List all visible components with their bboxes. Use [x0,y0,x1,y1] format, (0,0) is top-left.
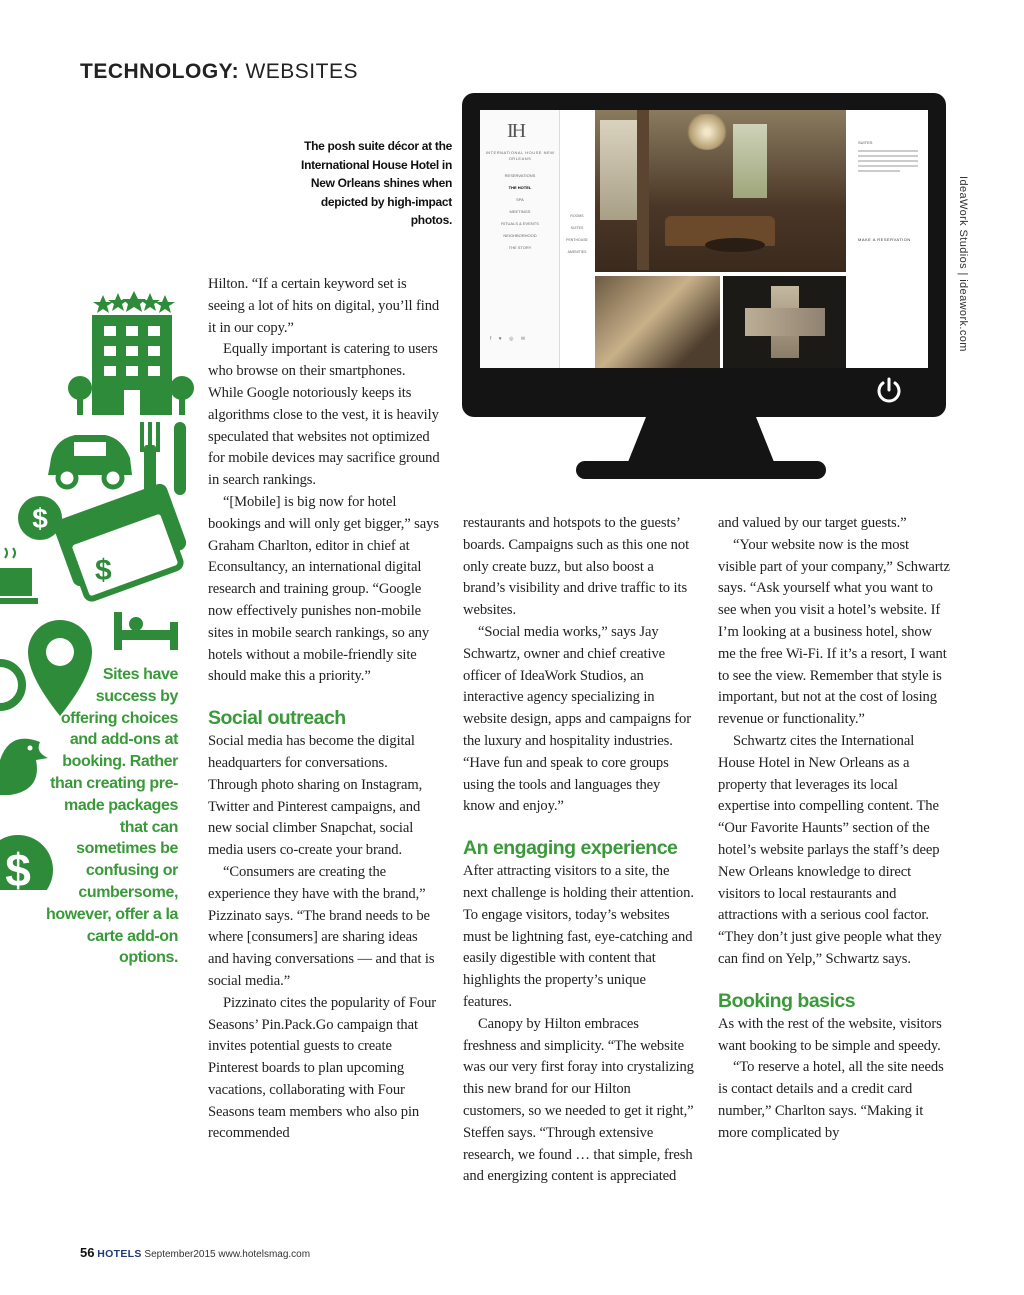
site-subnav-item: SUITES [570,226,584,230]
svg-text:$: $ [95,554,112,587]
curtain [637,110,649,270]
section-heading: Booking basics [718,989,856,1012]
article-column-3 [718,513,950,1145]
section-heading: An engaging experience [463,837,678,860]
section-kicker [80,60,358,84]
cross-photo [723,276,846,368]
website-url: www.hotelsmag.com [218,1249,311,1260]
site-subnav-item: AMENITIES [567,250,587,254]
paragraph: As with the rest of the website, visitors want booking to be simple and speedy. [718,1015,942,1054]
chandelier-photo [595,276,720,368]
suite-photo [595,110,846,272]
bicycle-icon [0,663,22,707]
star-icon [93,291,175,313]
bird-icon [0,739,48,795]
pull-quote: Sites have success by offering choices and add-ons at booking. Rather than creating pre-made packages that can sometimes be confusing or cumbersome, however, offer a la carte add-on options. [45,666,178,967]
figure-caption: The posh suite décor at the International House Hotel in New Orleans shines when depicted by high-impact photos. [301,139,452,227]
paragraph: Equally important is catering to users who browse on their smartphones. While Google notoriously keeps its algorithms close to the vest, it is heavily speculated that websites not optimized for mobile devices may sacrifice ground in search rankings. [208,341,440,489]
publication-name: HOTELS [97,1248,142,1260]
paragraph: Hilton. “If a certain keyword set is seeing a lot of hits on digital, you’ll find it in our copy.” [208,276,440,336]
paragraph: Pizzinato cites the popularity of Four Seasons’ Pin.Pack.Go campaign that invites potential guests to create Pinterest boards to plan upcoming vacations, collaborating with Four Seasons team members who also pin recommended [208,994,437,1142]
paragraph: Schwartz cites the International House Hotel in New Orleans as a property that leverages its local expertise into compelling content. The “Our Favorite Haunts” section of the hotel’s website parlays the staff’s deep New Orleans knowledge to direct visitors to local restaurants and attractions with a serious cool factor. “They don’t just give people what they can find on Yelp,” Schwartz says. [718,732,942,967]
chandelier [685,114,729,150]
hotel-icon [92,315,172,415]
site-nav-item: RESERVATIONS [504,173,536,178]
power-icon [874,375,904,405]
social-icons: f ♥ ◎ ✉ [490,336,529,342]
page-number: 56 [80,1245,95,1260]
credit-card-icon [52,482,189,601]
coffee-cup-icon [0,548,38,604]
paragraph: After attracting visitors to a site, the next challenge is holding their attention. To engage visitors, today’s websites must be lightning fast, eye-catching and easily digestible with content that highlights the property’s unique features. [463,863,694,1010]
bed-icon [114,612,178,650]
site-logo: IH [507,120,525,142]
section-heading: Social outreach [208,707,346,730]
coffee-table [705,238,765,252]
topic-label: WEBSITES [245,60,358,83]
site-subnav-item: PENTHOUSE [566,238,588,242]
site-nav-item: RITUALS & EVENTS [501,221,539,226]
paragraph: “Consumers are creating the experience they have with the brand,” Pizzinato says. “The brand needs to be where [consumers] are sharing ideas and having conversations — and that is social media.” [208,863,435,989]
site-nav-item: NEIGHBORHOOD [503,233,537,238]
page-footer [80,1245,310,1260]
article-column-2 [463,513,695,1188]
site-nav-item: THE HOTEL [508,185,532,190]
paragraph: and valued by our target guests.” [718,515,907,531]
svg-text:$: $ [5,844,31,890]
dollar-icon [18,496,62,540]
paragraph: Canopy by Hilton embraces freshness and simplicity. “The website was our very first foray into crystalizing this new brand for our Hilton customers, so we needed to get it right,” Steffen says. “Through extensive research, we found … that simple, fresh and energizing content is appreciated [463,1015,694,1185]
site-nav-item: MEETINGS [509,209,531,214]
site-nav-items [484,170,556,254]
site-nav [480,110,560,368]
site-subnav [560,210,594,258]
paragraph: “[Mobile] is big now for hotel bookings and will only get bigger,” says Graham Charlton, editor in chief at Econsultancy, an international digital research and training group. “Google now effectively punishes non-mobile sites in mobile search rankings, so any hotels without a mobile-friendly site should make this a priority.” [208,493,439,685]
paragraph: restaurants and hotspots to the guests’ boards. Campaigns such as this one not only create buzz, but also boost a brand’s visibility and drive traffic to its websites. [463,515,690,619]
site-subnav-item: ROOMS [570,214,584,218]
section-label: TECHNOLOGY: [80,60,240,83]
svg-text:$: $ [32,503,48,534]
paragraph: Social media has become the digital headquarters for conversations. Through photo sharing on Instagram, Twitter and Pinterest campaigns, and new social climber Snapchat, social media users co-create your brand. [208,733,423,859]
issue-date: September2015 [144,1249,216,1260]
paragraph: “Your website now is the most visible part of your company,” Schwartz says. “Ask yourself what you want to see when you visit a hotel’s website. If I’m looking at a business hotel, show me the free Wi-Fi. If it’s a resort, I want to see the view. Remember that style is important, but not at the cost of losing revenue or functionality.” [718,536,950,728]
cross-horizontal [745,308,825,336]
detail-heading: SUITES [858,140,873,145]
window-left [600,120,638,220]
paragraph: “Social media works,” says Jay Schwartz, owner and chief creative officer of IdeaWork Studios, an interactive agency specializing in website design, apps and campaigns for the luxury and hospitality industries. “Have fun and speak to core groups using the tools and languages they know and enjoy.” [463,623,692,815]
site-nav-item: THE STORY [508,245,532,250]
monitor-illustration [462,93,946,417]
photo-credit: IdeaWork Studios | ideawork.com [957,176,969,352]
site-nav-item: SPA [516,197,524,202]
car-icon [48,435,132,487]
monitor-stand [576,417,826,479]
paragraph: “To reserve a hotel, all the site needs is contact details and a credit card number,” Charlton says. “Making it more complicated by [718,1059,944,1141]
site-detail-panel [850,110,928,368]
reservation-link: MAKE A RESERVATION [858,237,911,242]
website-screenshot [480,110,928,368]
site-name: INTERNATIONAL HOUSE NEW ORLEANS [485,150,555,161]
window-right [733,124,767,198]
detail-text [858,150,918,175]
fork-icon [140,422,186,495]
article-column-1 [208,274,440,1145]
